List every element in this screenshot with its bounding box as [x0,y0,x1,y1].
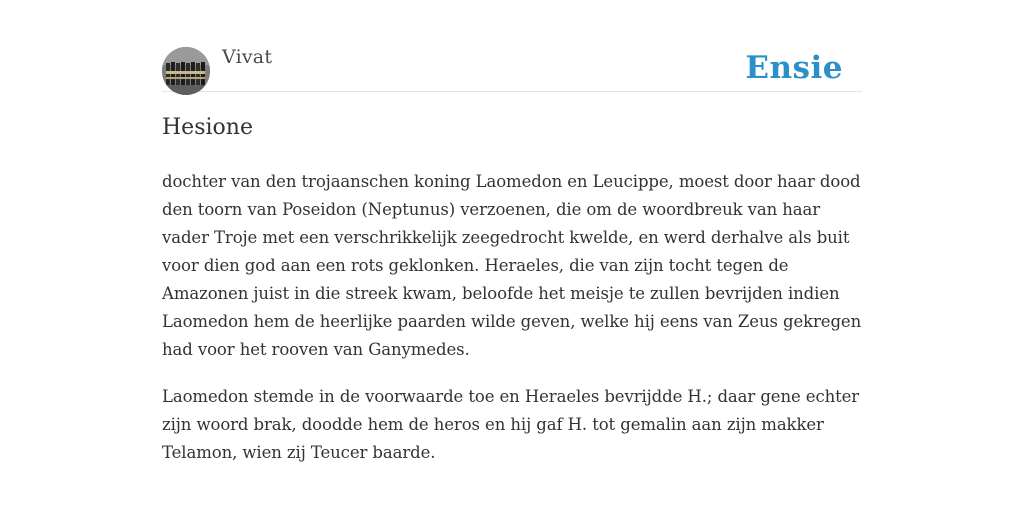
entry-card [162,0,862,512]
brand-logo[interactable]: Ensie [745,50,843,86]
entry-paragraph: Laomedon stemde in de voorwaarde toe en Heraeles bevrijdde H.; daar gene echter zijn woord brak, doodde hem de heros en hij gaf H. tot gemalin aan zijn makker Telamon, wien zij Teucer baarde. [162,387,860,462]
source-name[interactable]: Vivat [222,46,273,68]
entry-paragraph: dochter van den trojaanschen koning Laomedon en Leucippe, moest door haar dood den toorn van Poseidon (Neptunus) verzoenen, die om de woordbreuk van haar vader Troje met een verschrikkelijk zeegedrocht kwelde, en werd derhalve als buit voor dien god aan een rots geklonken. Heraeles, die van zijn tocht tegen de Amazonen juist in die streek kwam, beloofde het meisje te zullen bevrijden indien Laomedon hem de heerlijke paarden wilde geven, welke hij eens van Zeus gekregen had voor het rooven van Ganymedes. [162,172,862,359]
entry-title: Hesione [162,115,253,140]
book-spines-icon [162,47,210,95]
entry-body [162,168,862,486]
source-avatar[interactable] [162,47,210,95]
entry-header [162,0,862,92]
